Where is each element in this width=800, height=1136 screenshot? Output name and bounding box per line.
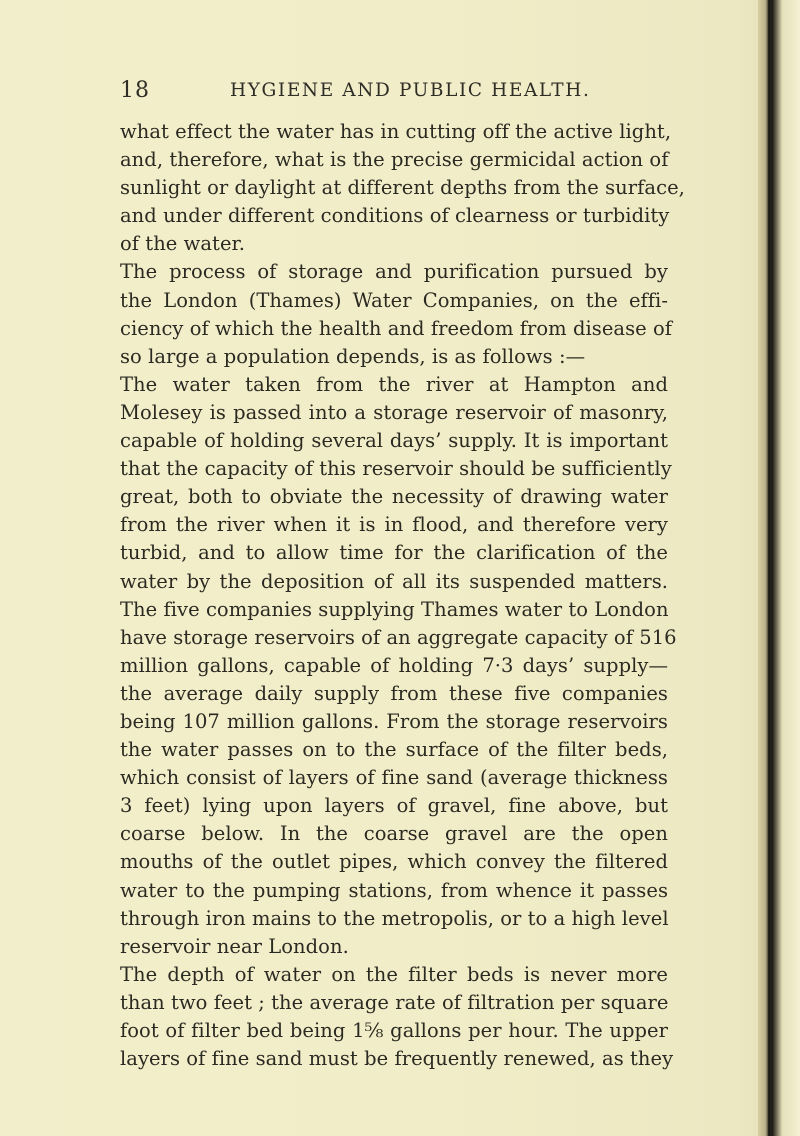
text-line: Molesey is passed into a storage reservoir of masonry,: [120, 400, 668, 424]
text-line: layers of fine sand must be frequently renewed, as they: [120, 1047, 674, 1071]
book-spine-shadow: [758, 0, 800, 1136]
text-line: that the capacity of this reservoir should be sufficiently: [120, 457, 672, 481]
text-line: mouths of the outlet pipes, which convey the filtered: [120, 850, 668, 874]
text-line: water by the deposition of all its suspended matters.: [120, 569, 668, 593]
text-line: sunlight or daylight at different depths from the surface,: [120, 176, 685, 200]
text-line: the London (Thames) Water Companies, on the effi-: [120, 288, 668, 312]
text-line: ciency of which the health and freedom from disease of: [120, 316, 673, 340]
text-line: The process of storage and purification pursued by: [120, 260, 668, 284]
text-line: being 107 million gallons. From the storage reservoirs: [120, 709, 668, 733]
text-line: and under different conditions of clearness or turbidity: [120, 204, 670, 228]
running-title: HYGIENE AND PUBLIC HEALTH.: [230, 80, 591, 101]
text-line: The water taken from the river at Hampton and: [120, 372, 668, 396]
text-line: capable of holding several days’ supply. It is important: [120, 429, 668, 453]
book-spine-edge: [768, 0, 770, 1136]
body-text: [120, 118, 685, 1073]
text-line: 3 feet) lying upon layers of gravel, fine above, but: [120, 794, 668, 818]
text-line: from the river when it is in flood, and therefore very: [120, 513, 668, 537]
text-line: the average daily supply from these five companies: [120, 681, 668, 705]
text-line: the water passes on to the surface of the filter beds,: [120, 738, 668, 762]
running-head: [120, 78, 680, 110]
text-line: what effect the water has in cutting off the active light,: [120, 120, 672, 143]
text-line: which consist of layers of fine sand (average thickness: [120, 766, 668, 790]
text-line: have storage reservoirs of an aggregate capacity of 516: [120, 625, 677, 649]
text-line: and, therefore, what is the precise germicidal action of: [120, 148, 669, 172]
text-line: reservoir near London.: [120, 934, 349, 958]
text-line: great, both to obviate the necessity of drawing water: [120, 485, 668, 509]
text-line: The depth of water on the filter beds is never more: [120, 962, 668, 986]
text-line: foot of filter bed being 1⅝ gallons per hour. The upper: [120, 1019, 668, 1042]
text-line: coarse below. In the coarse gravel are the open: [120, 822, 668, 846]
text-line: than two feet ; the average rate of filtration per square: [120, 990, 669, 1014]
text-line: turbid, and to allow time for the clarification of the: [120, 541, 668, 565]
page-number: 18: [120, 78, 150, 103]
text-line: water to the pumping stations, from whence it passes: [120, 878, 668, 902]
text-line: million gallons, capable of holding 7·3 days’ supply—: [120, 653, 668, 677]
text-line: so large a population depends, is as follows :—: [120, 344, 586, 368]
text-line: through iron mains to the metropolis, or to a high level: [120, 906, 669, 930]
text-line: The five companies supplying Thames water to London: [120, 597, 669, 621]
text-line: of the water.: [120, 232, 246, 256]
